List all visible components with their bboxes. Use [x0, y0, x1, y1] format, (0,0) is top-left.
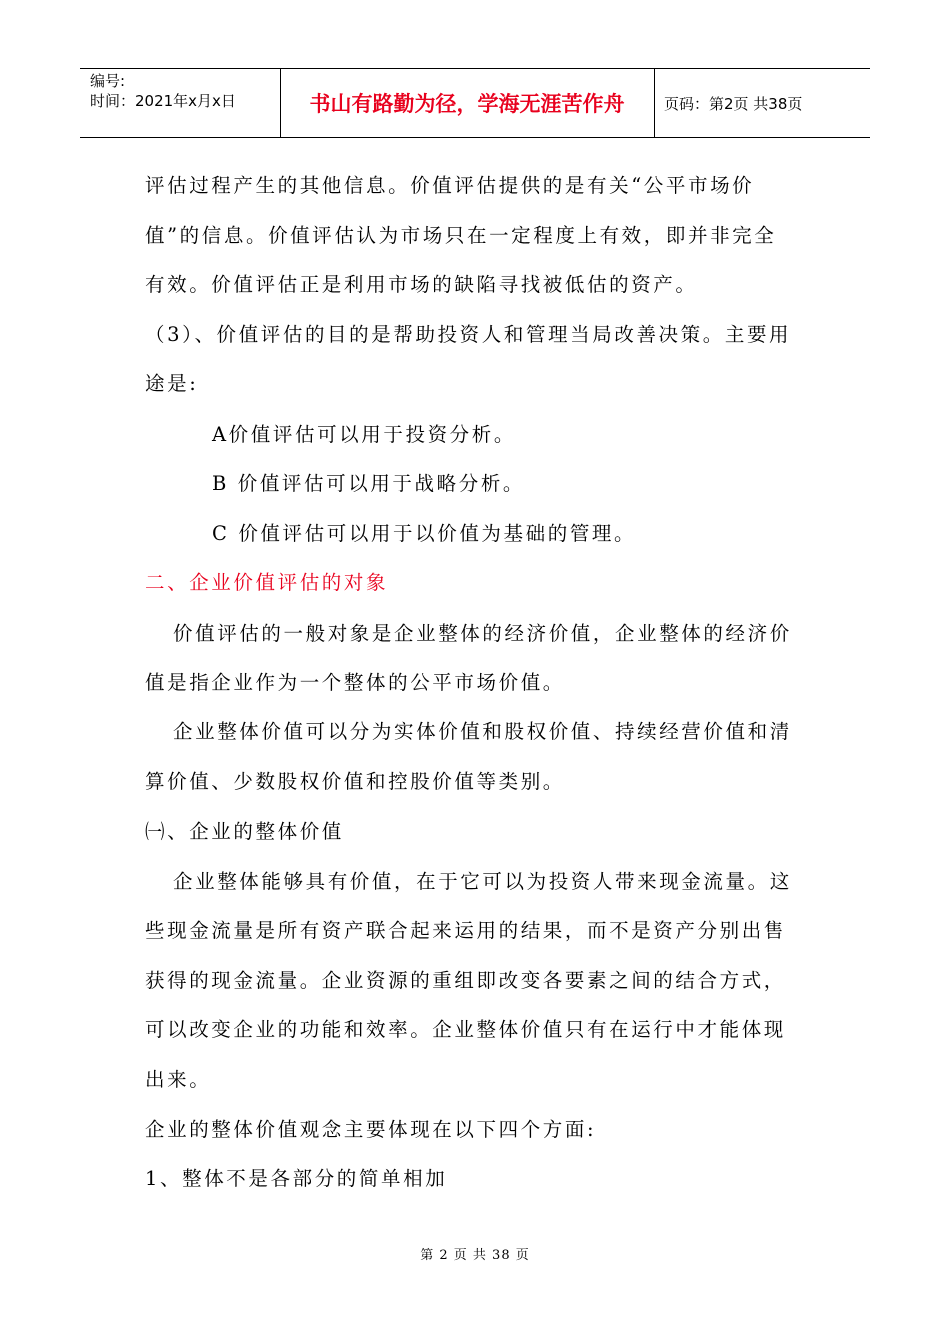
text-line: 企业的整体价值观念主要体现在以下四个方面:: [145, 1118, 597, 1141]
subsection-heading: ㈠、企业的整体价值: [145, 820, 344, 843]
header-page-info: 页码：第2页 共38页: [664, 94, 803, 113]
text-line: 些现金流量是所有资产联合起来运用的结果，而不是资产分别出售: [145, 919, 786, 942]
document-number-label: 编号:: [90, 72, 126, 90]
text-line: 企业整体能够具有价值，在于它可以为投资人带来现金流量。这: [173, 870, 792, 893]
text-line: 算价值、少数股权价值和控股价值等类别。: [145, 770, 565, 793]
list-item: 1、整体不是各部分的简单相加: [145, 1167, 448, 1190]
text-line: 获得的现金流量。企业资源的重组即改变各要素之间的结合方式，: [145, 969, 786, 992]
text-line: （3）、价值评估的目的是帮助投资人和管理当局改善决策。主要用: [145, 323, 792, 346]
header-divider: [654, 69, 655, 137]
text-line: 出来。: [145, 1068, 212, 1091]
text-line: 价值评估的一般对象是企业整体的经济价值，企业整体的经济价: [173, 622, 792, 645]
text-line: 途是:: [145, 372, 199, 395]
list-item: B 价值评估可以用于战略分析。: [212, 472, 526, 495]
text-line: 值”的信息。价值评估认为市场只在一定程度上有效，即并非完全: [145, 224, 777, 247]
page-footer: 第 2 页 共 38 页: [420, 1248, 530, 1263]
header-motto: 书山有路勤为径，学海无涯苦作舟: [309, 92, 625, 116]
section-heading: 二、企业价值评估的对象: [145, 571, 389, 594]
text-line: 企业整体价值可以分为实体价值和股权价值、持续经营价值和清: [173, 720, 792, 743]
header-meta: [90, 71, 236, 111]
list-item: C 价值评估可以用于以价值为基础的管理。: [212, 522, 637, 545]
document-time-label: 时间：2021年x月x日: [90, 92, 236, 110]
text-line: 可以改变企业的功能和效率。企业整体价值只有在运行中才能体现: [145, 1018, 786, 1041]
list-item: A价值评估可以用于投资分析。: [212, 423, 516, 446]
text-line: 有效。价值评估正是利用市场的缺陷寻找被低估的资产。: [145, 273, 698, 296]
page-header: [80, 68, 870, 138]
text-line: 评估过程产生的其他信息。价值评估提供的是有关“公平市场价: [145, 174, 755, 197]
text-line: 值是指企业作为一个整体的公平市场价值。: [145, 671, 565, 694]
